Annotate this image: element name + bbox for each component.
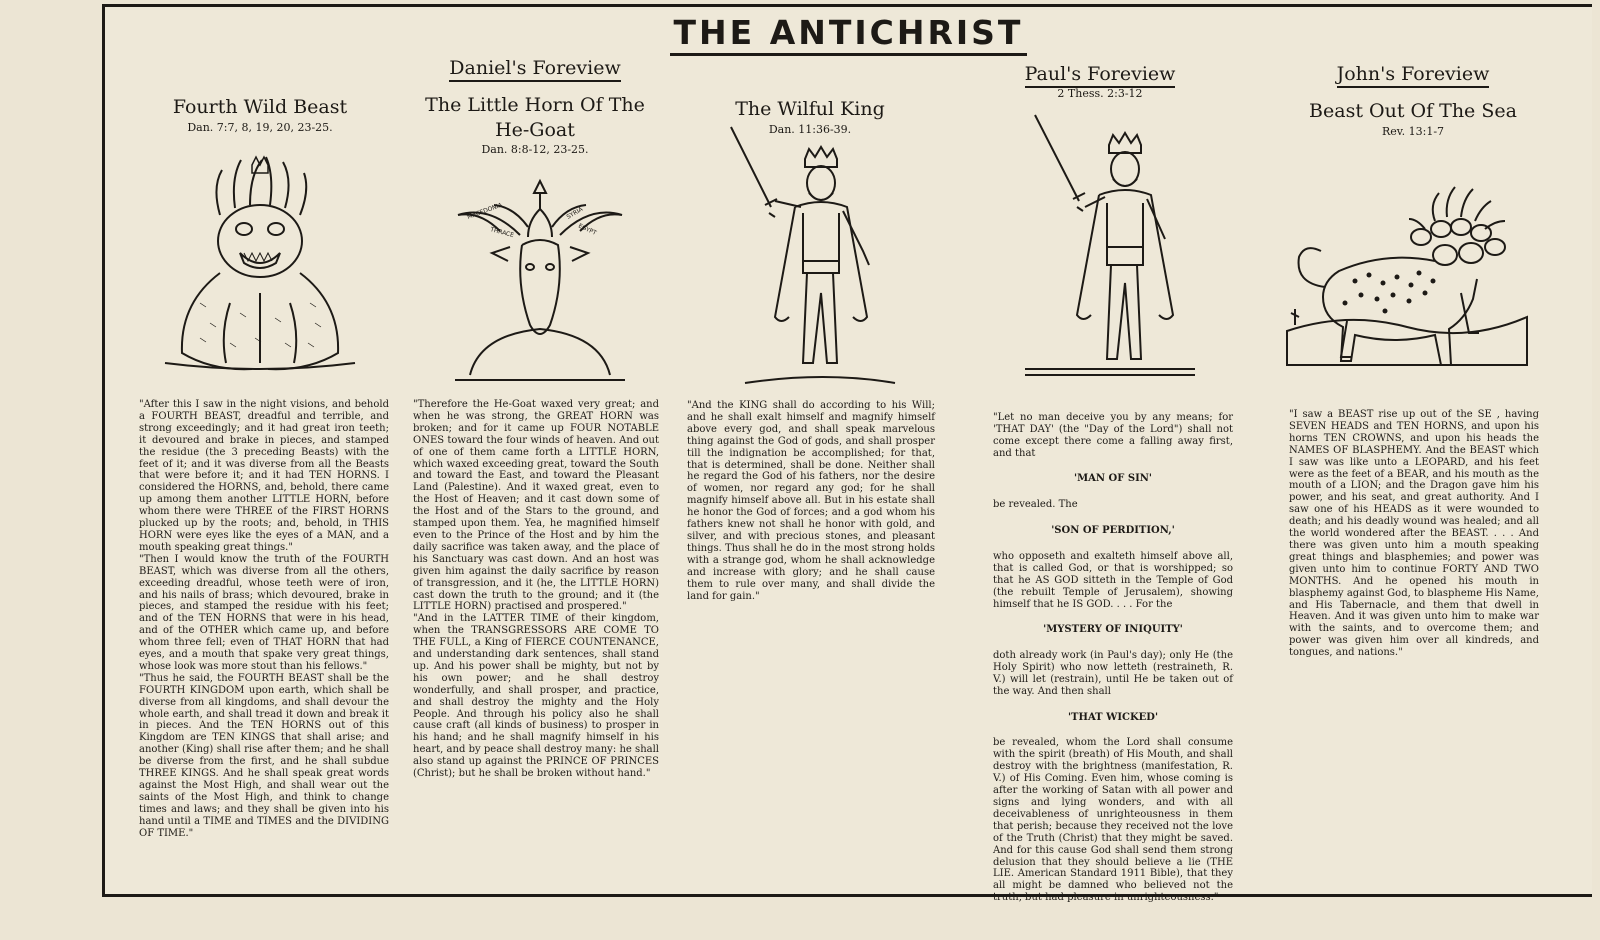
scripture-callout: 'THAT WICKED' <box>1068 711 1158 723</box>
scripture-reference: Dan. 11:36-39. <box>768 123 852 136</box>
column-heading: Fourth Wild Beast <box>172 96 348 118</box>
horn-label-macedonia: MACEDONIA <box>466 201 504 221</box>
column-heading: The Wilful King <box>735 98 885 120</box>
scripture-text: be revealed, whom the Lord shall consume with the spirit (breath) of His Mouth, and shall destroy with the brightness (manifestation, R. V.) of His Coming. Even him, whose coming is after the working of Satan with all power and signs and lying wonders, and with all deceivableness of unrighteousness in them that perish; because they received not the love of the Truth (Christ) that they might be saved. And for this cause God shall send them strong delusion that they should believe a lie (THE LIE. American Standard 1911 Bible), that they all might be damned who believed not the truth, but had pleasure in unrighteousness." <box>993 737 1233 904</box>
scripture-text: "I saw a BEAST rise up out of the SE , having SEVEN HEADS and TEN HORNS, and upon his horns TEN CROWNS, and upon his heads the NAMES OF BLASPHEMY. And the BEAST which I saw was like unto a LEOPARD, and his feet were as the feet of a BEAR, and his mouth as the mouth of a LION; and the Dragon gave him his power, and his seat, and great authority. And I saw one of his HEADS as it were wounded to death; and his deadly wound was healed; and all the world wondered after the BEAST. . . . And there was given unto him a mouth speaking great things and blasphemies; and power was given unto him to continue FORTY AND TWO MONTHS. And he opened his mouth in blasphemy against God, to blaspheme His Name, and His Tabernacle, and them that dwell in Heaven. And it was given unto him to make war with the saints, and to overcome them; and power was given him over all kindreds, and tongues, and nations." <box>1289 409 1539 659</box>
crowned-man-with-sword-illustration <box>1015 111 1205 381</box>
he-goat-illustration <box>450 175 630 385</box>
seven-headed-leopard-beast-illustration <box>1285 181 1530 371</box>
page-title: THE ANTICHRIST <box>105 13 1592 52</box>
johns-foreview-label: John's Foreview <box>1285 63 1541 85</box>
daniels-foreview-label: Daniel's Foreview <box>410 57 660 79</box>
poster-frame <box>102 4 1592 904</box>
scripture-text: "And the KING shall do according to his Will; and he shall exalt himself and magnify himself above every god, and shall speak marvelous thing against the God of gods, and shall prosper till the indignation be accomplished; for that, that is determined, shall be done. Neither shall he regard the God of his fathers, nor the desire of women, nor regard any god; for he shall magnify himself above all. But in his estate shall he honor the God of forces; and a god whom his fathers knew not shall he honor with gold, and silver, and with precious stones, and pleasant things. Thus shall he do in the most strong holds with a strange god, whom he shall acknowledge and increase with glory; and he shall cause them to rule over many, and shall divide the land for gain." <box>687 400 935 602</box>
column-beast-out-of-the-sea <box>1285 7 1541 894</box>
scripture-reference: Dan. 8:8-12, 23-25. <box>481 143 589 156</box>
scripture-text: "After this I saw in the night visions, and behold a FOURTH BEAST, dreadful and terrible, and strong exceedingly; and it had great iron teeth; it devoured and brake in pieces, and stamped the residue (the 3 preceding Beasts) with the feet of it; and it was diverse from all the Beasts that were before it; and it had TEN HORNS. I considered the HORNS, and, behold, there came up among them another LITTLE HORN, before whom there were THREE of the FIRST HORNS plucked up by the roots; and, behold, in THIS HORN were eyes like the eyes of a MAN, and a mouth speaking great things." "Then I would know the truth of the FOURTH BEAST, which was diverse from all the others, exceeding dreadful, whose teeth were of iron, and his nails of brass; which devoured, brake in pieces, and stamped the residue with his feet; and of the TEN HORNS that were in his head, and of the OTHER which came up, and before whom three fell; even of THAT HORN that had eyes, and a mouth that spake very great things, whose look was more stout than his fellows." "Thus he said, the FOURTH BEAST shall be the FOURTH KINGDOM upon earth, which shall be diverse from all kingdoms, and shall devour the whole earth, and shall tread it down and break it in pieces. And the TEN HORNS out of this Kingdom are TEN KINGS that shall arise; and another (King) shall rise after them; and he shall be diverse from the first, and he shall subdue THREE KINGS. And he shall speak great words against the Most High, and shall wear out the saints of the Most High, and think to change times and laws; and they shall be given into his hand until a TIME and TIMES and the DIVIDING OF TIME." <box>139 399 389 839</box>
scripture-callout: 'MYSTERY OF INIQUITY' <box>1043 624 1183 636</box>
scripture-text: "Therefore the He-Goat waxed very great; and when he was strong, the GREAT HORN was broken; and for it came up FOUR NOTABLE ONES toward the four winds of heaven. And out of one of them came forth a LITTLE HORN, which waxed exceeding great, toward the South and toward the East, and toward the Pleasant Land (Palestine). And it waxed great, even to the Host of Heaven; and it cast down some of the Host and of the Stars to the ground, and stamped upon them. Yea, he magnified himself even to the Prince of the Host and by him the daily sacrifice was taken away, and the place of his Sanctuary was cast down. And an host was given him against the daily sacrifice by reason of transgression, and it (he, the LITTLE HORN) cast down the truth to the ground; and it (the LITTLE HORN) practised and prospered." "And in the LATTER TIME of their kingdom, when the TRANSGRESSORS ARE COME TO THE FULL, a King of FIERCE COUNTENANCE, and understanding dark sentences, shall stand up. And his power shall be mighty, but not by his own power; and he shall destroy wonderfully, and shall prosper, and practice, and shall destroy the mighty and the Holy People. And through his policy also he shall cause craft (all kinds of business) to prosper in his hand; and he shall magnify himself in his heart, and by peace shall destroy many: he shall also stand up against the PRINCE OF PRINCES (Christ); but he shall be broken without hand." <box>413 399 659 780</box>
column-heading: The Little Horn Of The He-Goat <box>425 94 645 141</box>
column-wilful-king <box>685 7 935 894</box>
column-pauls-foreview <box>975 7 1233 904</box>
horn-label-egypt: EGYPT <box>577 222 598 237</box>
crowned-king-with-sword-illustration <box>725 123 905 393</box>
scripture-text: "Let no man deceive you by any means; for 'THAT DAY' (the "Day of the Lord") shall not come except there come a falling away first, and that <box>993 411 1233 459</box>
scripture-callout: 'MAN OF SIN' <box>1074 473 1152 485</box>
pauls-foreview-label: Paul's Foreview <box>975 63 1225 85</box>
scripture-reference: Rev. 13:1-7 <box>1381 125 1445 138</box>
horn-label-thrace: THRACE <box>489 226 515 240</box>
column-heading: Beast Out Of The Sea <box>1309 100 1517 122</box>
scripture-text: be revealed. The <box>993 499 1078 511</box>
column-little-horn <box>410 7 660 894</box>
scripture-reference: Dan. 7:7, 8, 19, 20, 23-25. <box>187 121 333 134</box>
scripture-text-block <box>993 400 1233 916</box>
scripture-text: who opposeth and exalteth himself above all, that is called God, or that is worshipped; so that he AS GOD sitteth in the Temple of God (the rebuilt Temple of Jerusalem), showing himself that he IS GOD. . . . For the <box>993 550 1233 610</box>
scripture-text: doth already work (in Paul's day); only He (the Holy Spirit) who now letteth (restraineth, R. V.) will let (restrain), until He be taken out of the way. And then shall <box>993 650 1233 697</box>
ten-horned-beast-illustration <box>160 153 360 378</box>
pauls-foreview-reference: 2 Thess. 2:3-12 <box>1057 87 1143 100</box>
column-fourth-wild-beast <box>135 7 389 894</box>
scripture-callout: 'SON OF PERDITION,' <box>1051 525 1175 537</box>
horn-label-syria: SYRIA <box>565 205 585 221</box>
